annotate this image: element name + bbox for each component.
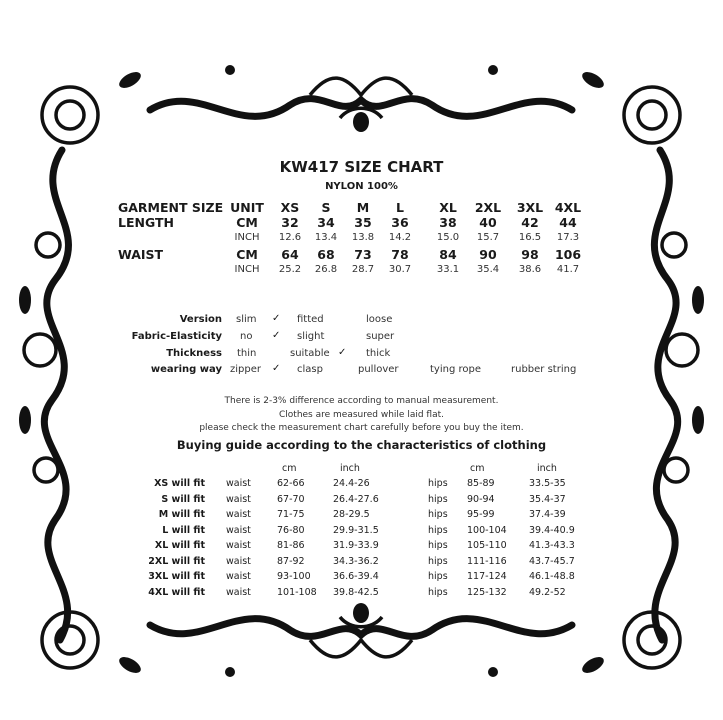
size-header: L	[396, 200, 404, 215]
waist-cm-value: 73	[354, 247, 372, 262]
size-header: M	[356, 200, 370, 215]
version-option: loose	[366, 314, 393, 325]
guide-waist-label: waist	[226, 524, 251, 536]
thickness-option: suitable	[290, 348, 330, 359]
unit-inch: INCH	[234, 264, 260, 275]
guide-waist-label: waist	[226, 555, 251, 567]
guide-waist-cm: 76-80	[277, 524, 305, 536]
waist-inch-value: 25.2	[278, 264, 302, 275]
guide-fit-label: M will fit	[158, 509, 205, 520]
guide-waist-inch: 29.9-31.5	[333, 524, 379, 536]
guide-col-inch: inch	[340, 463, 360, 474]
guide-hips-cm: 85-89	[467, 478, 495, 489]
guide-waist-label: waist	[226, 493, 251, 505]
guide-waist-cm: 87-92	[277, 555, 305, 567]
length-label: LENGTH	[118, 215, 174, 230]
unit-cm: CM	[236, 247, 258, 262]
length-inch-value: 15.0	[436, 232, 460, 243]
wearing-option: pullover	[358, 364, 399, 375]
check-icon: ✓	[272, 330, 281, 341]
guide-hips-inch: 41.3-43.3	[529, 540, 575, 551]
waist-inch-value: 30.7	[388, 264, 412, 275]
note-line: please check the measurement chart carefully before you buy the item.	[199, 423, 524, 433]
buying-guide-title: Buying guide according to the characteristics of clothing	[176, 438, 547, 452]
waist-inch-value: 41.7	[556, 264, 580, 275]
guide-col-cm: cm	[470, 463, 485, 474]
guide-hips-cm: 100-104	[467, 524, 507, 536]
size-header: 2XL	[474, 200, 502, 215]
version-label: Version	[179, 314, 222, 325]
elasticity-option: slight	[297, 331, 325, 342]
guide-fit-label: XL will fit	[154, 540, 205, 551]
waist-cm-value: 90	[479, 247, 497, 262]
guide-hips-cm: 105-110	[467, 540, 507, 551]
guide-fit-label: 3XL will fit	[148, 571, 205, 582]
length-cm-value: 38	[439, 215, 457, 230]
thickness-label: Thickness	[166, 348, 222, 359]
waist-inch-value: 35.4	[476, 264, 500, 275]
guide-hips-cm: 90-94	[467, 493, 495, 505]
guide-fit-label: 4XL will fit	[148, 586, 205, 598]
guide-hips-inch: 39.4-40.9	[529, 524, 575, 536]
size-header: 4XL	[554, 200, 582, 215]
guide-waist-label: waist	[226, 478, 251, 489]
guide-waist-label: waist	[226, 540, 251, 551]
guide-waist-inch: 39.8-42.5	[333, 586, 379, 598]
waist-inch-value: 38.6	[518, 264, 542, 275]
length-inch-value: 12.6	[278, 232, 302, 243]
check-icon: ✓	[338, 347, 347, 358]
guide-waist-label: waist	[226, 571, 251, 582]
length-cm-value: 32	[281, 215, 299, 230]
size-header: 3XL	[516, 200, 544, 215]
guide-hips-cm: 117-124	[467, 571, 507, 582]
unit-label: UNIT	[230, 200, 264, 215]
guide-waist-cm: 81-86	[277, 540, 305, 551]
elasticity-option: super	[366, 331, 395, 342]
size-header: XL	[439, 200, 457, 215]
guide-waist-inch: 34.3-36.2	[333, 555, 379, 567]
waist-cm-value: 84	[439, 247, 457, 262]
check-icon: ✓	[272, 363, 281, 374]
wearing-way-label: wearing way	[150, 364, 222, 375]
waist-cm-value: 64	[281, 247, 299, 262]
length-cm-value: 34	[317, 215, 335, 230]
page-title: KW417 SIZE CHART	[279, 158, 444, 176]
length-cm-value: 44	[559, 215, 577, 230]
guide-hips-inch: 33.5-35	[529, 478, 566, 489]
guide-fit-label: L will fit	[162, 524, 205, 536]
guide-hips-cm: 95-99	[467, 509, 495, 520]
unit-inch: INCH	[234, 232, 260, 243]
thickness-option: thick	[366, 348, 391, 359]
waist-inch-value: 33.1	[436, 264, 460, 275]
guide-hips-label: hips	[428, 509, 448, 520]
thickness-option: thin	[237, 348, 257, 359]
length-inch-value: 15.7	[476, 232, 500, 243]
wearing-option: clasp	[297, 364, 323, 375]
guide-hips-inch: 37.4-39	[529, 509, 566, 520]
waist-label: WAIST	[118, 247, 164, 262]
guide-hips-inch: 43.7-45.7	[529, 555, 575, 567]
wearing-option: tying rope	[430, 364, 481, 375]
length-inch-value: 14.2	[388, 232, 412, 243]
guide-waist-cm: 71-75	[277, 509, 305, 520]
length-cm-value: 35	[354, 215, 372, 230]
length-inch-value: 13.8	[351, 232, 375, 243]
guide-fit-label: S will fit	[161, 493, 205, 505]
guide-waist-label: waist	[226, 509, 251, 520]
waist-cm-value: 68	[317, 247, 335, 262]
length-inch-value: 13.4	[314, 232, 338, 243]
guide-hips-label: hips	[428, 586, 448, 598]
guide-col-cm: cm	[282, 463, 297, 474]
elasticity-label: Fabric-Elasticity	[131, 331, 222, 342]
guide-fit-label: 2XL will fit	[148, 555, 205, 567]
waist-inch-value: 28.7	[351, 264, 375, 275]
guide-hips-label: hips	[428, 524, 448, 536]
guide-hips-inch: 49.2-52	[529, 586, 566, 598]
length-cm-value: 40	[479, 215, 497, 230]
size-header: S	[321, 200, 331, 215]
guide-col-inch: inch	[537, 463, 557, 474]
guide-hips-cm: 125-132	[467, 586, 507, 598]
unit-cm: CM	[236, 215, 258, 230]
note-line: Clothes are measured while laid flat.	[279, 410, 444, 420]
wearing-option: zipper	[230, 364, 261, 375]
guide-waist-cm: 93-100	[277, 571, 311, 582]
length-inch-value: 16.5	[518, 232, 542, 243]
garment-size-label: GARMENT SIZE	[118, 200, 224, 215]
guide-hips-label: hips	[428, 555, 448, 567]
guide-waist-inch: 28-29.5	[333, 509, 370, 520]
guide-waist-inch: 26.4-27.6	[333, 493, 379, 505]
version-option: slim	[236, 314, 257, 325]
guide-hips-cm: 111-116	[467, 555, 507, 567]
wearing-option: rubber string	[511, 364, 577, 375]
guide-waist-inch: 24.4-26	[333, 478, 370, 489]
length-inch-value: 17.3	[556, 232, 580, 243]
waist-cm-value: 98	[521, 247, 539, 262]
waist-cm-value: 78	[391, 247, 409, 262]
guide-waist-label: waist	[226, 586, 251, 598]
guide-waist-cm: 67-70	[277, 493, 305, 505]
guide-hips-inch: 46.1-48.8	[529, 571, 575, 582]
length-cm-value: 36	[391, 215, 409, 230]
check-icon: ✓	[272, 313, 281, 324]
guide-waist-cm: 101-108	[277, 586, 317, 598]
guide-fit-label: XS will fit	[154, 478, 205, 489]
guide-waist-cm: 62-66	[277, 478, 305, 489]
note-line: There is 2-3% difference according to manual measurement.	[224, 396, 499, 406]
length-cm-value: 42	[521, 215, 539, 230]
guide-waist-inch: 31.9-33.9	[333, 540, 379, 551]
guide-hips-label: hips	[428, 540, 448, 551]
waist-inch-value: 26.8	[314, 264, 338, 275]
guide-hips-label: hips	[428, 478, 448, 489]
waist-cm-value: 106	[554, 247, 582, 262]
guide-hips-label: hips	[428, 571, 448, 582]
elasticity-option: no	[240, 331, 253, 342]
version-option: fitted	[297, 314, 324, 325]
guide-hips-inch: 35.4-37	[529, 493, 566, 505]
guide-hips-label: hips	[428, 493, 448, 505]
material-label: NYLON 100%	[325, 181, 398, 192]
guide-waist-inch: 36.6-39.4	[333, 571, 379, 582]
size-header: XS	[280, 200, 300, 215]
